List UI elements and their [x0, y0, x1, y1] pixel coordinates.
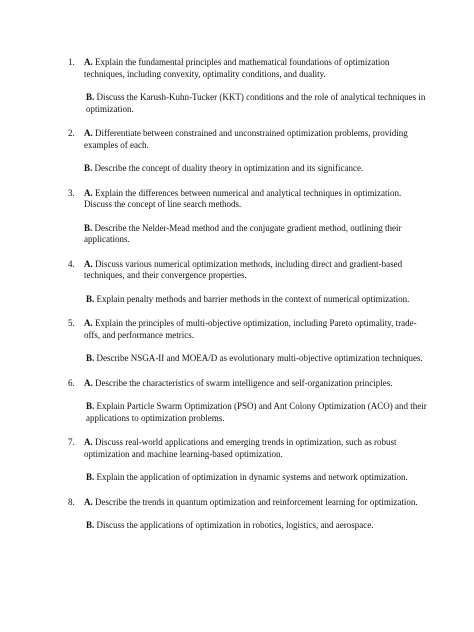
question-part-b: [84, 472, 428, 484]
part-text: Describe the Nelder-Mead method and the conjugate gradient method, outlining their applications.: [84, 222, 402, 244]
part-letter: A.: [84, 377, 93, 388]
question-number: 5.: [68, 318, 75, 328]
part-text: Describe the concept of duality theory in optimization and its significance.: [94, 163, 364, 173]
part-letter: B.: [86, 293, 95, 304]
question-part-a: [84, 57, 428, 80]
question-item-4: [68, 259, 428, 306]
question-number: 4.: [68, 258, 75, 269]
question-item-2: [68, 128, 428, 175]
question-part-a: [84, 437, 428, 460]
question-number: 8.: [68, 496, 75, 507]
question-part-b: [84, 223, 428, 246]
question-number: 2.: [68, 128, 75, 138]
part-text: Describe NSGA-II and MOEA/D as evolutionary multi-objective optimization techniques.: [96, 353, 423, 363]
question-number: 1.: [68, 57, 75, 67]
question-number: 6.: [68, 377, 75, 388]
part-text: Explain Particle Swarm Optimization (PSO) and Ant Colony Optimization (ACO) and their applications to optimization problems.: [86, 401, 427, 423]
part-text: Discuss the applications of optimization in robotics, logistics, and aerospace.: [96, 520, 374, 530]
part-letter: B.: [86, 401, 95, 411]
question-part-b: [84, 520, 428, 532]
part-letter: B.: [86, 520, 95, 530]
part-text: Explain the fundamental principles and mathematical foundations of optimization techniques, including convexity, optimality conditions, and duality.: [84, 57, 390, 79]
question-part-a: [84, 497, 428, 509]
question-item-5: [68, 318, 428, 365]
part-text: Explain the principles of multi-objective optimization, including Pareto optimality, trade-offs, and performance metrics.: [84, 318, 417, 340]
part-text: Explain the differences between numerical and analytical techniques in optimization. Discuss the concept of line search methods.: [84, 187, 402, 209]
part-letter: B.: [86, 472, 95, 482]
part-letter: A.: [84, 437, 93, 447]
part-text: Differentiate between constrained and unconstrained optimization problems, providing examples of each.: [84, 128, 408, 150]
part-letter: A.: [84, 57, 93, 67]
part-letter: B.: [84, 163, 93, 173]
question-part-a: [84, 378, 428, 390]
question-part-a: [84, 128, 428, 151]
part-letter: B.: [84, 222, 93, 233]
part-text: Discuss various numerical optimization methods, including direct and gradient-based techniques, and their convergence properties.: [84, 258, 403, 280]
question-part-b: [84, 294, 428, 306]
question-part-a: [84, 188, 428, 211]
part-letter: A.: [84, 318, 93, 328]
part-text: Explain penalty methods and barrier methods in the context of numerical optimization.: [96, 293, 410, 304]
question-part-b: [84, 401, 428, 424]
part-letter: B.: [86, 353, 95, 363]
part-letter: A.: [84, 187, 93, 198]
part-letter: A.: [84, 128, 93, 138]
question-number: 3.: [68, 187, 75, 198]
question-item-7: [68, 437, 428, 484]
part-text: Describe the characteristics of swarm intelligence and self-organization principles.: [95, 377, 393, 388]
part-text: Describe the trends in quantum optimization and reinforcement learning for optimization.: [95, 496, 418, 507]
part-letter: A.: [84, 258, 93, 269]
question-item-8: [68, 497, 428, 532]
question-number: 7.: [68, 437, 75, 447]
question-part-b: [84, 163, 428, 175]
part-text: Explain the application of optimization in dynamic systems and network optimization.: [96, 472, 408, 482]
question-part-a: [84, 259, 428, 282]
question-item-3: [68, 188, 428, 246]
question-part-a: [84, 318, 428, 341]
question-list: [68, 57, 428, 545]
part-text: Discuss the Karush-Kuhn-Tucker (KKT) conditions and the role of analytical techniques in optimization.: [86, 92, 426, 114]
part-text: Discuss real-world applications and emerging trends in optimization, such as robust optimization and machine learning-based optimization.: [84, 437, 397, 459]
question-item-6: [68, 378, 428, 425]
question-part-b: [84, 353, 428, 365]
question-item-1: [68, 57, 428, 115]
question-part-b: [84, 92, 428, 115]
part-letter: A.: [84, 496, 93, 507]
part-letter: B.: [86, 92, 95, 102]
